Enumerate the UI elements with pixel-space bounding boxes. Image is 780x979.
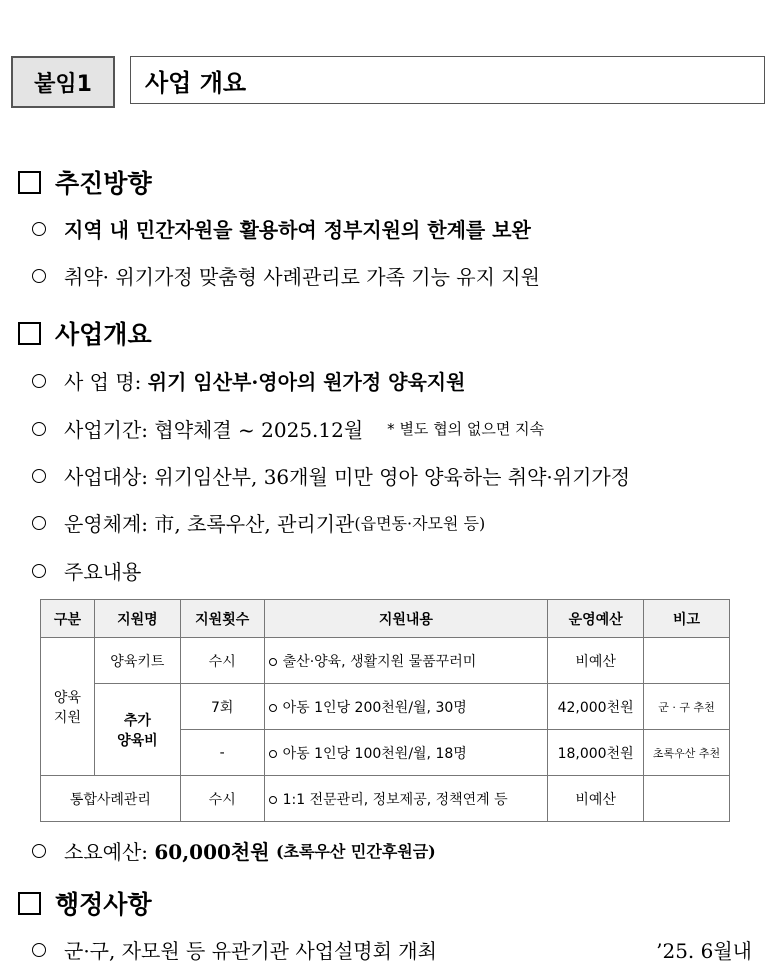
count-cell: 수시 (180, 776, 264, 822)
overview-period-row (32, 414, 544, 443)
budget-cell: 18,000천원 (548, 730, 644, 776)
overview-target-value: 위기임산부, 36개월 미만 영아 양육하는 취약·위기가정 (154, 465, 631, 489)
section-admin-heading (18, 885, 152, 921)
section-direction-heading (18, 164, 152, 200)
support-name-cell: 통합사례관리 (41, 776, 181, 822)
circle-bullet-icon (32, 844, 46, 858)
circle-bullet-icon (32, 422, 46, 436)
overview-target-row (32, 461, 630, 490)
table-header: 비고 (644, 600, 730, 638)
overview-period-label: 사업기간: (64, 418, 149, 442)
overview-content-label: 주요내용 (64, 560, 142, 584)
content-text: 아동 1인당 100천원/월, 18명 (282, 745, 467, 762)
circle-bullet-icon (32, 516, 46, 530)
overview-period-note: * 별도 협의 없으면 지속 (387, 420, 545, 438)
table-header: 지원내용 (264, 600, 548, 638)
direction-item-text: 취약· 위기가정 맞춤형 사례관리로 가족 기능 유지 지원 (64, 265, 540, 289)
content-text: 1:1 전문관리, 정보제공, 정책연계 등 (282, 791, 508, 808)
checkbox-square-icon (18, 171, 41, 194)
overview-system-value: 市, 초록우산, 관리기관 (154, 512, 355, 536)
circle-bullet-icon (269, 704, 277, 712)
direction-item-1 (32, 214, 531, 243)
content-text: 아동 1인당 200천원/월, 30명 (282, 699, 467, 716)
direction-item-2 (32, 261, 540, 290)
table-header: 운영예산 (548, 600, 644, 638)
count-cell: 수시 (180, 638, 264, 684)
section-title: 추진방향 (55, 169, 152, 198)
table-row (41, 684, 730, 730)
overview-system-label: 운영체계: (64, 512, 149, 536)
note-cell: 초록우산 추천 (644, 730, 730, 776)
section-overview-heading (18, 315, 152, 351)
overview-name-row (32, 366, 465, 395)
note-cell (644, 638, 730, 684)
overview-budget-row (32, 836, 436, 865)
circle-bullet-icon (32, 469, 46, 483)
support-name-cell: 양육키트 (94, 638, 180, 684)
circle-bullet-icon (32, 374, 46, 388)
budget-cell: 42,000천원 (548, 684, 644, 730)
overview-budget-note: (초록우산 민간후원금) (275, 842, 436, 861)
admin-item (32, 935, 752, 964)
overview-period-value: 협약체결 ~ 2025.12월 (154, 418, 364, 442)
table-header: 구분 (41, 600, 95, 638)
note-cell: 군 · 구 추천 (644, 684, 730, 730)
content-text: 출산·양육, 생활지원 물품꾸러미 (282, 653, 477, 670)
content-cell (264, 638, 548, 684)
table-header: 지원명 (94, 600, 180, 638)
content-cell (264, 776, 548, 822)
overview-system-row (32, 508, 485, 537)
overview-name-label: 사 업 명: (64, 370, 142, 394)
overview-name-value: 위기 임산부·영아의 원가정 양육지원 (147, 370, 466, 394)
budget-cell: 비예산 (548, 638, 644, 684)
content-cell (264, 730, 548, 776)
circle-bullet-icon (32, 269, 46, 283)
content-cell (264, 684, 548, 730)
admin-item-text: 군·구, 자모원 등 유관기관 사업설명회 개최 (64, 939, 437, 963)
checkbox-square-icon (18, 322, 41, 345)
page-title: 사업 개요 (130, 56, 765, 104)
circle-bullet-icon (32, 564, 46, 578)
table-header-row (41, 600, 730, 638)
support-name-cell: 추가 양육비 (94, 684, 180, 776)
circle-bullet-icon (269, 750, 277, 758)
overview-content-row (32, 556, 141, 585)
budget-cell: 비예산 (548, 776, 644, 822)
circle-bullet-icon (269, 796, 277, 804)
admin-item-date: ’25. 6월내 (656, 939, 752, 963)
checkbox-square-icon (18, 892, 41, 915)
overview-budget-label: 소요예산: (64, 840, 149, 864)
count-cell: - (180, 730, 264, 776)
table-row (41, 776, 730, 822)
attachment-tag: 붙임1 (11, 56, 115, 108)
overview-budget-value: 60,000천원 (154, 840, 270, 864)
overview-system-note: (읍면동·자모원 등) (354, 514, 486, 533)
table-row (41, 638, 730, 684)
table-header: 지원횟수 (180, 600, 264, 638)
note-cell (644, 776, 730, 822)
support-table (40, 599, 730, 822)
direction-item-text: 지역 내 민간자원을 활용하여 정부지원의 한계를 보완 (64, 218, 531, 242)
overview-target-label: 사업대상: (64, 465, 149, 489)
group-cell: 양육 지원 (41, 638, 95, 776)
circle-bullet-icon (269, 658, 277, 666)
count-cell: 7회 (180, 684, 264, 730)
section-title: 사업개요 (55, 320, 152, 349)
circle-bullet-icon (32, 222, 46, 236)
circle-bullet-icon (32, 943, 46, 957)
section-title: 행정사항 (55, 890, 152, 919)
